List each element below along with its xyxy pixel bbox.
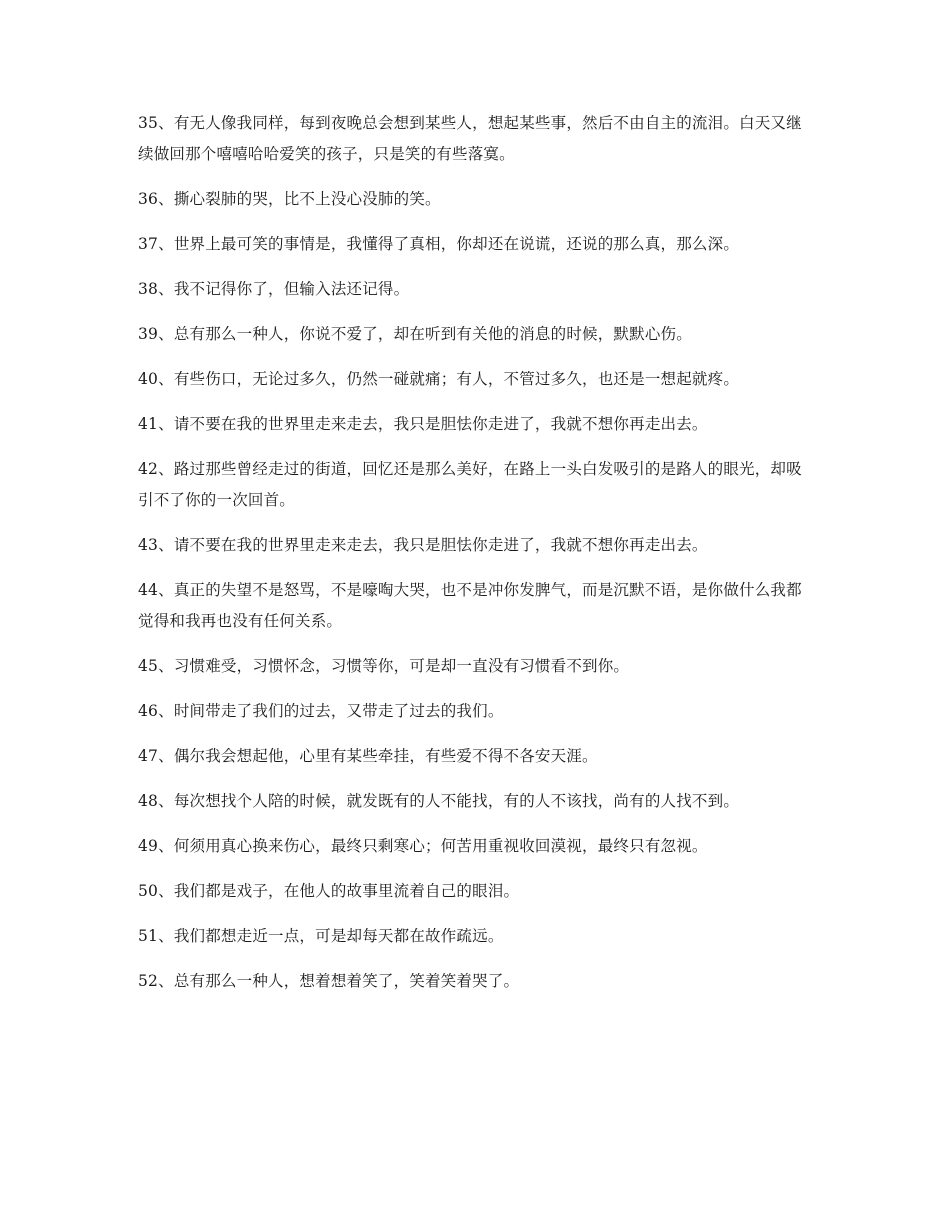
paragraph-39: 39、总有那么一种人，你说不爱了，却在听到有关他的消息的时候，默默心伤。 <box>138 325 692 343</box>
document-body <box>138 108 810 1011</box>
paragraph-45: 45、习惯难受，习惯怀念，习惯等你，可是却一直没有习惯看不到你。 <box>138 657 630 675</box>
paragraph-50: 50、我们都是戏子，在他人的故事里流着自己的眼泪。 <box>138 882 520 900</box>
paragraph-44: 44、真正的失望不是怒骂，不是嚎啕大哭，也不是冲你发脾气，而是沉默不语，是你做什么我都觉得和我再也没有任何关系。 <box>138 581 802 630</box>
paragraph-52: 52、总有那么一种人，想着想着笑了，笑着笑着哭了。 <box>138 972 520 990</box>
paragraph-41: 41、请不要在我的世界里走来走去，我只是胆怯你走进了，我就不想你再走出去。 <box>138 415 708 433</box>
paragraph-37: 37、世界上最可笑的事情是，我懂得了真相，你却还在说谎，还说的那么真，那么深。 <box>138 235 740 253</box>
paragraph-43: 43、请不要在我的世界里走来走去，我只是胆怯你走进了，我就不想你再走出去。 <box>138 536 708 554</box>
paragraph-38: 38、我不记得你了，但输入法还记得。 <box>138 280 410 298</box>
paragraph-49: 49、何须用真心换来伤心，最终只剩寒心；何苦用重视收回漠视，最终只有忽视。 <box>138 837 708 855</box>
paragraph-36: 36、撕心裂肺的哭，比不上没心没肺的笑。 <box>138 190 441 208</box>
paragraph-46: 46、时间带走了我们的过去，又带走了过去的我们。 <box>138 702 504 720</box>
paragraph-51: 51、我们都想走近一点，可是却每天都在故作疏远。 <box>138 927 504 945</box>
paragraph-48: 48、每次想找个人陪的时候，就发既有的人不能找，有的人不该找，尚有的人找不到。 <box>138 792 740 810</box>
paragraph-35: 35、有无人像我同样，每到夜晚总会想到某些人，想起某些事，然后不由自主的流泪。白天又继续做回那个嘻嘻哈哈爱笑的孩子，只是笑的有些落寞。 <box>138 114 802 163</box>
paragraph-40: 40、有些伤口，无论过多久，仍然一碰就痛；有人，不管过多久，也还是一想起就疼。 <box>138 370 740 388</box>
paragraph-47: 47、偶尔我会想起他，心里有某些牵挂，有些爱不得不各安天涯。 <box>138 747 598 765</box>
paragraph-42: 42、路过那些曾经走过的街道，回忆还是那么美好，在路上一头白发吸引的是路人的眼光，却吸引不了你的一次回首。 <box>138 460 802 509</box>
